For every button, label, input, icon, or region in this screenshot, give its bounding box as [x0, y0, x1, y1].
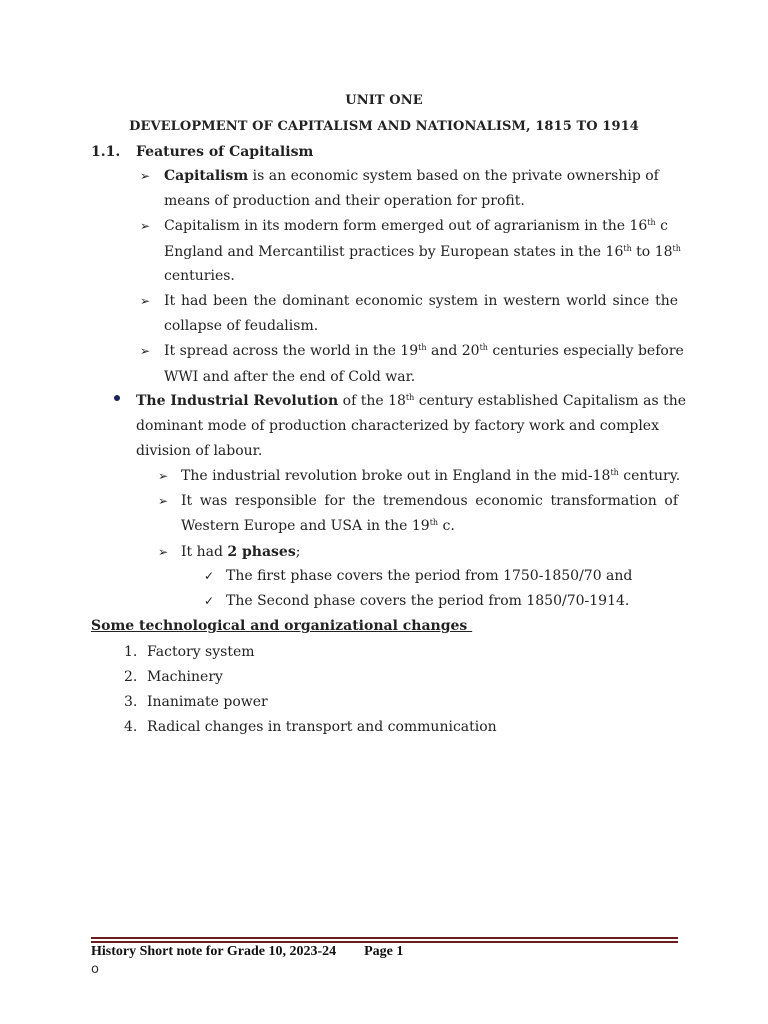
- superscript: th: [672, 244, 681, 253]
- phase-2: The Second phase covers the period from 1850/70-1914.: [226, 593, 630, 609]
- text: c: [655, 218, 669, 234]
- point-modern-form-line-3: centuries.: [164, 268, 235, 284]
- list-number: 3.: [124, 694, 138, 710]
- list-item: Factory system: [147, 644, 255, 660]
- footer-rule: [91, 937, 678, 939]
- arrow-bullet-icon: ➢: [158, 494, 169, 508]
- point-dominant-line-1: It had been the dominant economic system in western world since the: [164, 293, 678, 309]
- list-item: Inanimate power: [147, 694, 268, 710]
- arrow-bullet-icon: ➢: [140, 344, 151, 358]
- point-dominant-line-2: collapse of feudalism.: [164, 318, 319, 334]
- industrial-sub-1: [181, 467, 680, 485]
- text: century established Capitalism as the: [414, 393, 687, 409]
- footer-mark: o: [91, 962, 99, 977]
- superscript: th: [429, 518, 439, 527]
- text: England and Mercantilist practices by European states in the 16: [164, 244, 624, 260]
- arrow-bullet-icon: ➢: [140, 219, 151, 233]
- footer-rule: [91, 941, 678, 943]
- changes-heading: Some technological and organizational changes: [91, 618, 473, 634]
- text: to 18: [631, 244, 673, 260]
- section-title: Features of Capitalism: [136, 144, 314, 160]
- text: c.: [438, 518, 455, 534]
- arrow-bullet-icon: ➢: [140, 294, 151, 308]
- text: The industrial revolution broke out in England in the mid-18: [181, 468, 611, 484]
- point-capitalism-line-2: means of production and their operation for profit.: [164, 193, 525, 209]
- list-item: Machinery: [147, 669, 223, 685]
- industrial-sub-3: [181, 543, 300, 561]
- round-bullet-icon: [114, 395, 120, 401]
- text: of the 18: [338, 393, 406, 409]
- industrial-sub-2-line-2: [181, 517, 455, 535]
- superscript: th: [418, 343, 427, 352]
- text: century.: [618, 468, 681, 484]
- text: It had: [181, 544, 228, 560]
- document-title: DEVELOPMENT OF CAPITALISM AND NATIONALISM, 1815 TO 1914: [129, 119, 639, 134]
- point-spread-line-1: [164, 342, 684, 360]
- point-modern-form-line-1: [164, 217, 668, 235]
- point-spread-line-2: WWI and after the end of Cold war.: [164, 369, 416, 385]
- check-icon: ✓: [204, 594, 215, 608]
- footer-text: History Short note for Grade 10, 2023-24 Page 1: [91, 944, 404, 959]
- superscript: th: [479, 343, 488, 352]
- text: and 20: [426, 343, 480, 359]
- point-capitalism-line-1: [164, 167, 659, 185]
- arrow-bullet-icon: ➢: [158, 469, 169, 483]
- text: Western Europe and USA in the 19: [181, 518, 430, 534]
- list-number: 1.: [124, 644, 138, 660]
- text: is an economic system based on the private ownership of: [248, 168, 659, 184]
- arrow-bullet-icon: ➢: [140, 169, 151, 183]
- industrial-sub-2-line-1: It was responsible for the tremendous economic transformation of: [181, 493, 678, 509]
- text: centuries especially before: [487, 343, 684, 359]
- term-phases: 2 phases: [227, 544, 296, 560]
- arrow-bullet-icon: ➢: [158, 545, 169, 559]
- superscript: th: [623, 244, 632, 253]
- list-number: 2.: [124, 669, 138, 685]
- list-number: 4.: [124, 719, 138, 735]
- check-icon: ✓: [204, 569, 215, 583]
- industrial-line-3: division of labour.: [136, 443, 263, 459]
- industrial-line-1: [136, 392, 686, 410]
- text: Capitalism in its modern form emerged out of agrarianism in the 16: [164, 218, 648, 234]
- superscript: th: [647, 218, 656, 227]
- industrial-line-2: dominant mode of production characterized by factory work and complex: [136, 418, 659, 434]
- section-number: 1.1.: [91, 144, 121, 160]
- superscript: th: [405, 393, 415, 402]
- unit-heading: UNIT ONE: [345, 93, 423, 108]
- term-capitalism: Capitalism: [164, 168, 249, 184]
- term-industrial-revolution: The Industrial Revolution: [136, 393, 339, 409]
- list-item: Radical changes in transport and communication: [147, 719, 497, 735]
- phase-1: The first phase covers the period from 1750-1850/70 and: [226, 568, 633, 584]
- superscript: th: [610, 468, 619, 477]
- text: ;: [295, 544, 301, 560]
- text: It spread across the world in the 19: [164, 343, 419, 359]
- point-modern-form-line-2: [164, 243, 681, 261]
